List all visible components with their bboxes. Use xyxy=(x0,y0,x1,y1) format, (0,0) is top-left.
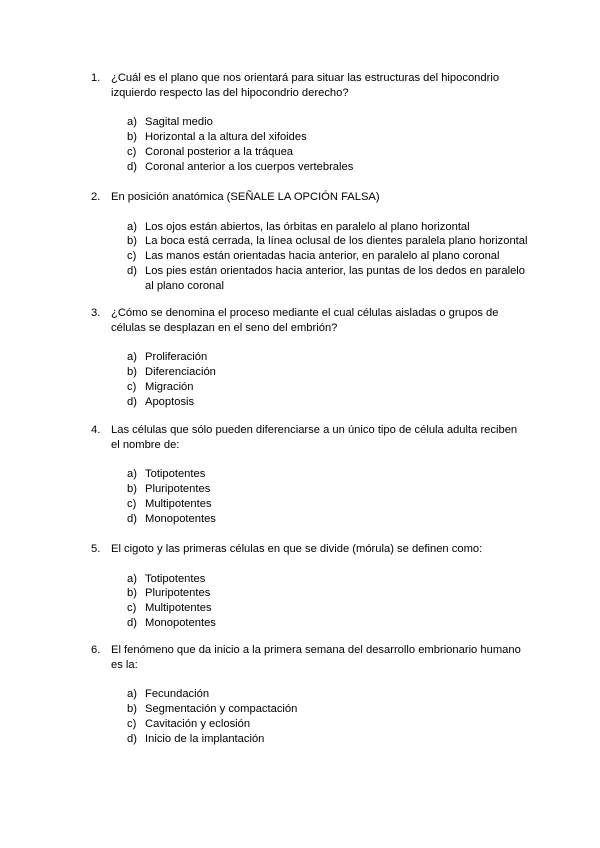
option-letter: b) xyxy=(127,703,137,716)
question-text: ¿Cuál es el plano que nos orientará para situar las estructuras del hipocondrio izquierdo respecto las del hipocondrio derecho? xyxy=(111,72,500,99)
option-text: Inicio de la implantación xyxy=(145,732,265,745)
option-c xyxy=(0,380,600,395)
option-b xyxy=(0,365,600,380)
option-letter: a) xyxy=(127,572,137,585)
options-list xyxy=(0,687,600,746)
option-text: Cavitación y eclosión xyxy=(145,717,251,730)
option-b xyxy=(0,482,600,497)
option-letter: c) xyxy=(127,250,137,263)
question-2 xyxy=(0,190,600,294)
question-text: En posición anatómica (SEÑALE LA OPCIÓN FALSA) xyxy=(111,191,380,203)
option-letter: c) xyxy=(127,602,137,615)
option-text: Monopotentes xyxy=(145,616,216,629)
option-letter: b) xyxy=(127,366,137,379)
option-d xyxy=(0,264,600,294)
option-text: Coronal posterior a la tráquea xyxy=(145,145,294,158)
option-text: Diferenciación xyxy=(145,366,216,379)
option-text: Segmentación y compactación xyxy=(145,703,298,716)
option-letter: d) xyxy=(127,160,137,173)
option-d xyxy=(0,160,600,175)
option-text: Los ojos están abiertos, las órbitas en paralelo al plano horizontal xyxy=(145,220,470,233)
question-5-head xyxy=(0,542,600,557)
question-1-head xyxy=(0,71,600,101)
question-number: 5. xyxy=(91,543,101,555)
option-letter: b) xyxy=(127,235,137,248)
option-text: La boca está cerrada, la línea oclusal de los dientes paralela plano horizontal xyxy=(145,235,528,248)
option-letter: d) xyxy=(127,732,137,745)
options-list xyxy=(0,467,600,526)
question-1 xyxy=(0,71,600,175)
option-d xyxy=(0,395,600,410)
option-letter: a) xyxy=(127,468,137,481)
options-list xyxy=(0,572,600,631)
option-letter: c) xyxy=(127,145,137,158)
option-letter: a) xyxy=(127,351,137,364)
option-text: Apoptosis xyxy=(145,395,195,408)
option-letter: b) xyxy=(127,131,137,144)
question-text: El fenómeno que da inicio a la primera semana del desarrollo embrionario humano es la: xyxy=(111,644,521,671)
option-text: Coronal anterior a los cuerpos vertebrales xyxy=(145,160,354,173)
option-text: Horizontal a la altura del xifoides xyxy=(145,131,307,144)
question-4 xyxy=(0,423,600,527)
option-text: Fecundación xyxy=(145,688,210,701)
option-letter: c) xyxy=(127,497,137,510)
question-number: 6. xyxy=(91,644,101,656)
options-list xyxy=(0,115,600,174)
option-text: Sagital medio xyxy=(145,116,213,129)
option-a xyxy=(0,350,600,365)
option-b xyxy=(0,702,600,717)
option-letter: b) xyxy=(127,483,137,496)
option-a xyxy=(0,687,600,702)
option-d xyxy=(0,512,600,527)
option-text: Multipotentes xyxy=(145,497,212,510)
options-list xyxy=(0,220,600,294)
option-text: Totipotentes xyxy=(145,572,206,585)
question-text: Las células que sólo pueden diferenciarse a un único tipo de célula adulta reciben el nombre de: xyxy=(111,424,518,451)
option-letter: c) xyxy=(127,717,137,730)
options-list xyxy=(0,350,600,409)
option-text: Las manos están orientadas hacia anterior, en paralelo al plano coronal xyxy=(145,250,500,263)
option-letter: d) xyxy=(127,395,137,408)
option-text: Totipotentes xyxy=(145,468,206,481)
option-b xyxy=(0,586,600,601)
option-b xyxy=(0,130,600,145)
option-d xyxy=(0,616,600,631)
question-number: 3. xyxy=(91,307,101,319)
option-a xyxy=(0,115,600,130)
option-a xyxy=(0,572,600,587)
option-letter: d) xyxy=(127,616,137,629)
option-b xyxy=(0,234,600,249)
question-6-head xyxy=(0,643,600,673)
option-letter: a) xyxy=(127,220,137,233)
option-letter: a) xyxy=(127,116,137,129)
option-letter: d) xyxy=(127,512,137,525)
option-text: Monopotentes xyxy=(145,512,216,525)
option-text: Los pies están orientados hacia anterior, las puntas de los dedos en paralelo al plano coronal xyxy=(145,264,526,292)
question-4-head xyxy=(0,423,600,453)
question-number: 4. xyxy=(91,424,101,436)
option-c xyxy=(0,249,600,264)
question-number: 2. xyxy=(91,191,101,203)
option-letter: a) xyxy=(127,688,137,701)
question-2-head xyxy=(0,190,600,205)
option-text: Multipotentes xyxy=(145,602,212,615)
option-a xyxy=(0,467,600,482)
question-6 xyxy=(0,643,600,747)
option-c xyxy=(0,717,600,732)
option-d xyxy=(0,732,600,747)
question-text: ¿Cómo se denomina el proceso mediante el cual células aisladas o grupos de células se desplazan en el seno del embrión? xyxy=(111,307,499,334)
question-3 xyxy=(0,306,600,410)
question-text: El cigoto y las primeras células en que se divide (mórula) se definen como: xyxy=(111,543,483,555)
option-text: Proliferación xyxy=(145,351,208,364)
option-a xyxy=(0,220,600,235)
option-letter: c) xyxy=(127,380,137,393)
question-5 xyxy=(0,542,600,631)
option-text: Pluripotentes xyxy=(145,587,211,600)
option-c xyxy=(0,497,600,512)
option-c xyxy=(0,145,600,160)
question-number: 1. xyxy=(91,72,101,84)
option-text: Pluripotentes xyxy=(145,483,211,496)
option-letter: d) xyxy=(127,264,137,277)
option-c xyxy=(0,601,600,616)
option-letter: b) xyxy=(127,587,137,600)
question-3-head xyxy=(0,306,600,336)
option-text: Migración xyxy=(145,380,194,393)
